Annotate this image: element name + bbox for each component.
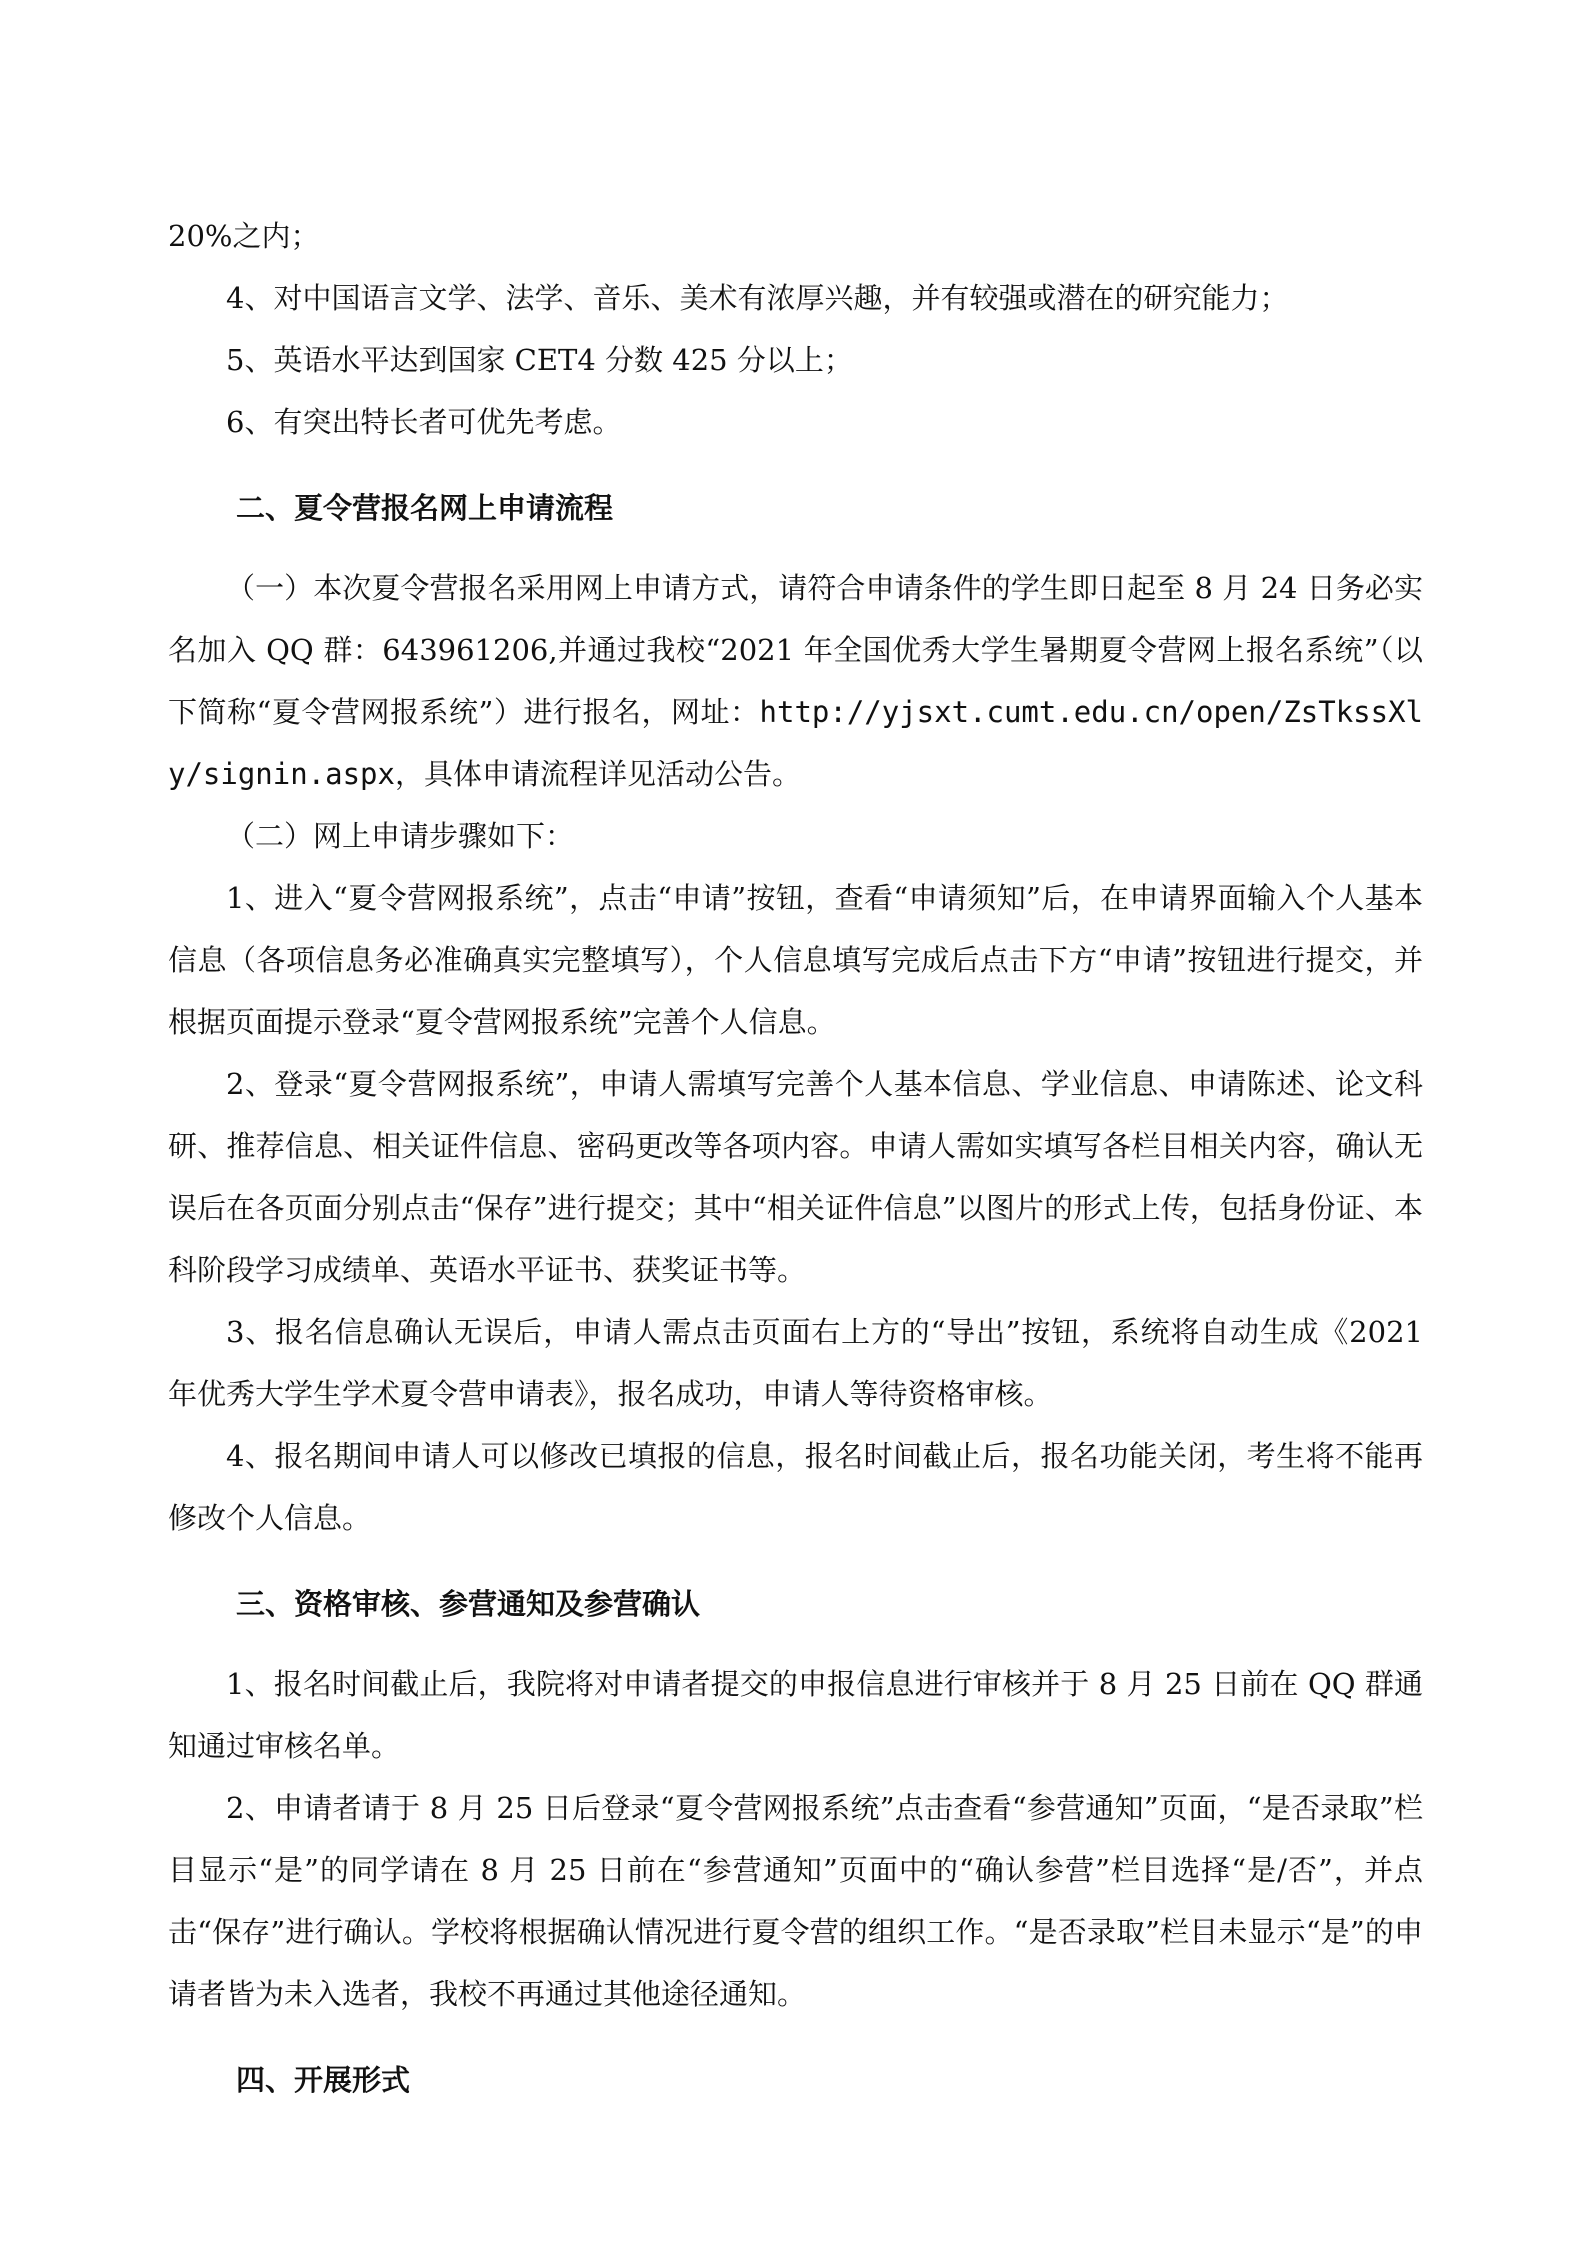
paragraph-online-application	[168, 557, 1423, 805]
signup-url-link[interactable]: http://yjsxt.cumt.edu.cn/open/ZsTkssXly/signin.aspx	[168, 695, 1423, 791]
paragraph-step-3: 3、报名信息确认无误后，申请人需点击页面右上方的“导出”按钮，系统将自动生成《2021 年优秀大学生学术夏令营申请表》，报名成功，申请人等待资格审核。	[168, 1315, 1423, 1411]
paragraph-requirement-6: 6、有突出特长者可优先考虑。	[226, 405, 622, 439]
section-heading-3: 三、资格审核、参营通知及参营确认	[236, 1587, 701, 1621]
section-heading-2: 二、夏令营报名网上申请流程	[236, 491, 614, 525]
paragraph-review-1: 1、报名时间截止后，我院将对申请者提交的申报信息进行审核并于 8 月 25 日前在 QQ 群通知通过审核名单。	[168, 1667, 1423, 1763]
paragraph-requirement-5: 5、英语水平达到国家 CET4 分数 425 分以上；	[226, 343, 853, 377]
paragraph-step-2: 2、登录“夏令营网报系统”，申请人需填写完善个人基本信息、学业信息、申请陈述、论文科研、推荐信息、相关证件信息、密码更改等各项内容。申请人需如实填写各栏目相关内容，确认无误后在各页面分别点击“保存”进行提交；其中“相关证件信息”以图片的形式上传，包括身份证、本科阶段学习成绩单、英语水平证书、获奖证书等。	[168, 1067, 1423, 1287]
paragraph-online-application-tail: ，具体申请流程详见活动公告。	[394, 757, 801, 791]
paragraph-requirement-3-end: 20%之内；	[168, 219, 320, 253]
document-body	[168, 205, 1423, 2111]
paragraph-step-4: 4、报名期间申请人可以修改已填报的信息，报名时间截止后，报名功能关闭，考生将不能再修改个人信息。	[168, 1439, 1423, 1535]
paragraph-step-1: 1、进入“夏令营网报系统”，点击“申请”按钮，查看“申请须知”后，在申请界面输入个人基本信息（各项信息务必准确真实完整填写），个人信息填写完成后点击下方“申请”按钮进行提交，并根据页面提示登录“夏令营网报系统”完善个人信息。	[168, 881, 1423, 1039]
paragraph-online-application-text: （一）本次夏令营报名采用网上申请方式，请符合申请条件的学生即日起至 8 月 24 日务必实名加入 QQ 群：643961206,并通过我校“2021 年全国优秀大学生暑期夏令营网上报名系统”（以下简称“夏令营网报系统”）进行报名，网址：	[168, 571, 1423, 729]
paragraph-requirement-4: 4、对中国语言文学、法学、音乐、美术有浓厚兴趣，并有较强或潜在的研究能力；	[226, 281, 1289, 315]
section-heading-4: 四、开展形式	[236, 2063, 411, 2097]
paragraph-review-2: 2、申请者请于 8 月 25 日后登录“夏令营网报系统”点击查看“参营通知”页面，“是否录取”栏目显示“是”的同学请在 8 月 25 日前在“参营通知”页面中的“确认参营”栏目选择“是/否”，并点击“保存”进行确认。学校将根据确认情况进行夏令营的组织工作。“是否录取”栏目未显示“是”的申请者皆为未入选者，我校不再通过其他途径通知。	[168, 1791, 1423, 2011]
paragraph-steps-intro: （二）网上申请步骤如下：	[226, 819, 575, 853]
